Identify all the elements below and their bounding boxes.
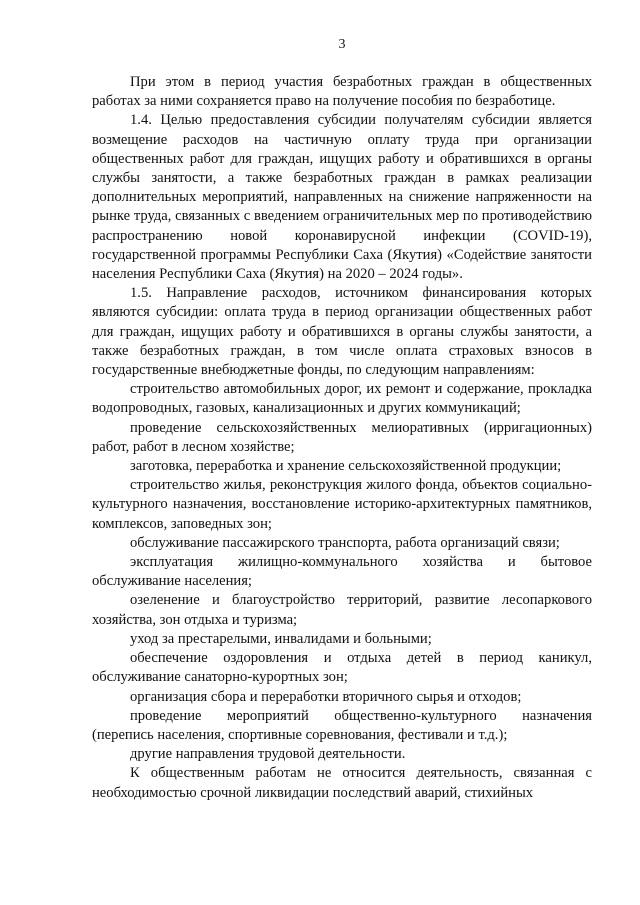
list-item-landscaping: озеленение и благоустройство территорий, развитие лесопаркового хозяйства, зон отдыха и туризма; [92,592,592,628]
list-item-elderly-care: уход за престарелыми, инвалидами и больными; [130,630,432,647]
list-item-children-recreation: обеспечение оздоровления и отдыха детей в период каникул, обслуживание санаторно-курортных зон; [92,650,592,686]
list-item-road-construction: строительство автомобильных дорог, их ремонт и содержание, прокладка водопроводных, газовых, канализационных и других коммуникаций; [92,381,592,417]
list-item-housing-utilities: эксплуатация жилищно-коммунального хозяйства и бытовое обслуживание населения; [92,554,592,590]
page-number: 3 [338,37,346,52]
paragraph-1-5-expense-directions: 1.5. Направление расходов, источником финансирования которых являются субсидии: оплата труда в период организации общественных работ для граждан, ищущих работу и обратившихся в органы службы занятости, а также безработных граждан, в том числе оплата страховых взносов в государственные внебюджетные фонды, по следующим направлениям: [92,285,592,379]
paragraph-1-4-subsidy-goal: 1.4. Целью предоставления субсидии получателям субсидии является возмещение расходов на частичную оплату труда при организации общественных работ для граждан, ищущих работу и обратившихся в органы службы занятости, а также безработных граждан в рамках реализации дополнительных мероприятий, направленных на снижение напряженности на рынке труда, связанных с введением ограничительных мер по противодействию распространению новой коронавирусной инфекции (COVID-19), государственной программы Республики Саха (Якутия) «Содействие занятости населения Республики Саха (Якутия) на 2020 – 2024 годы». [92,112,592,283]
list-item-agricultural-produce: заготовка, переработка и хранение сельскохозяйственной продукции; [130,458,562,475]
list-item-housing-construction: строительство жилья, реконструкция жилого фонда, объектов социально-культурного назначения, восстановление историко-архитектурных памятников, комплексов, заповедных зон; [92,477,592,532]
list-item-passenger-transport: обслуживание пассажирского транспорта, работа организаций связи; [130,534,560,551]
list-item-land-reclamation: проведение сельскохозяйственных мелиоративных (ирригационных) работ, работ в лесном хозяйстве; [92,419,592,455]
list-item-recycling: организация сбора и переработки вторичного сырья и отходов; [130,688,522,705]
list-item-other-directions: другие направления трудовой деятельности. [130,746,406,763]
paragraph-unemployment-benefit: При этом в период участия безработных граждан в общественных работах за ними сохраняется право на получение пособия по безработице. [92,74,592,110]
list-item-cultural-events: проведение мероприятий общественно-культурного назначения (перепись населения, спортивные соревнования, фестивали и т.д.); [92,707,592,743]
paragraph-excluded-activities: К общественным работам не относится деятельность, связанная с необходимостью срочной ликвидации последствий аварий, стихийных [92,765,592,801]
